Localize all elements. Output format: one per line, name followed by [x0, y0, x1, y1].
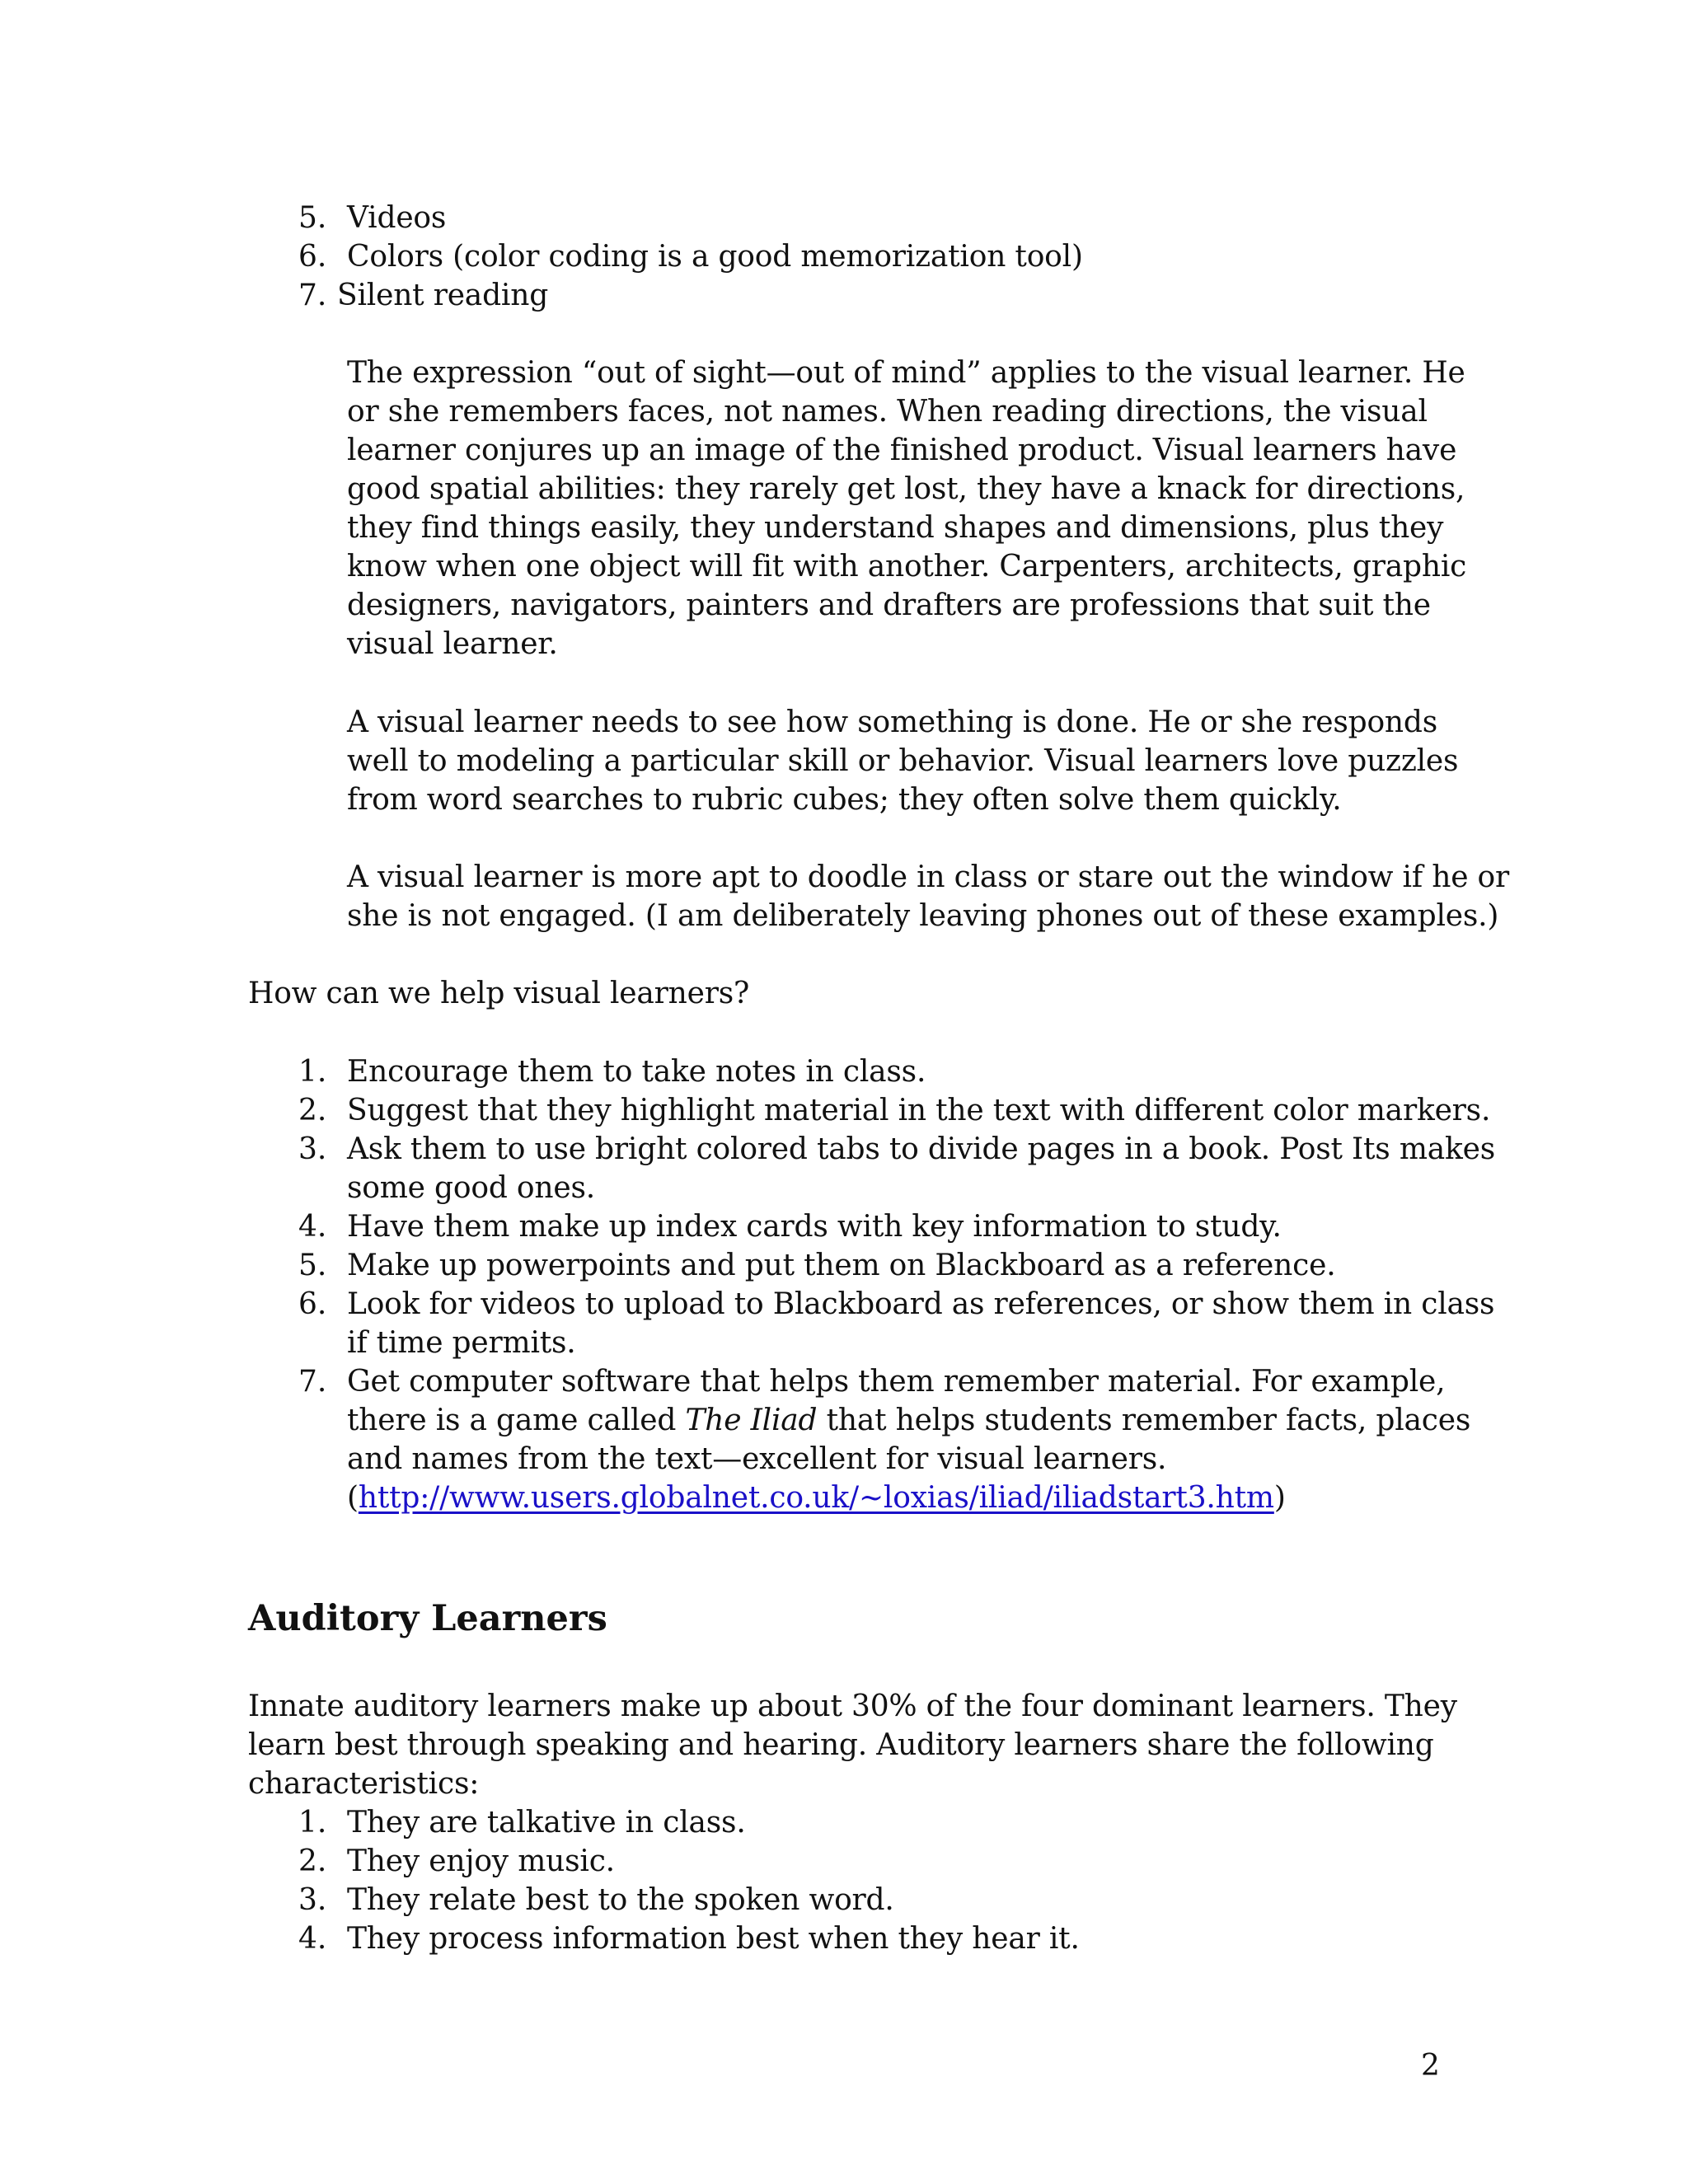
- list-item: Make up powerpoints and put them on Blackboard as a reference.: [347, 1249, 1336, 1282]
- list-item-continuation: if time permits.: [347, 1326, 576, 1360]
- iliad-link[interactable]: http://www.users.globalnet.co.uk/~loxias/iliad/iliadstart3.htm: [358, 1481, 1274, 1515]
- paragraph-line: The expression “out of sight—out of mind” applies to the visual learner. He: [347, 356, 1465, 390]
- paragraph-line: characteristics:: [248, 1767, 480, 1801]
- paragraph-line: learn best through speaking and hearing. Auditory learners share the following: [248, 1728, 1434, 1762]
- list-number: 5.: [298, 1249, 327, 1282]
- list-item: Ask them to use bright colored tabs to divide pages in a book. Post Its makes: [347, 1132, 1496, 1166]
- list-number: 6.: [298, 1287, 327, 1321]
- list-number: 5.: [298, 201, 327, 235]
- paragraph-line: A visual learner is more apt to doodle in class or stare out the window if he or: [347, 860, 1510, 894]
- list-item: Encourage them to take notes in class.: [347, 1055, 926, 1089]
- list-item: Get computer software that helps them remember material. For example,: [347, 1365, 1446, 1399]
- list-item: They enjoy music.: [347, 1844, 615, 1878]
- list-number: 7.: [298, 279, 327, 312]
- list-item: They relate best to the spoken word.: [347, 1883, 894, 1917]
- paragraph-line: Innate auditory learners make up about 30% of the four dominant learners. They: [248, 1690, 1457, 1723]
- help-question: How can we help visual learners?: [248, 977, 750, 1010]
- game-title: The Iliad: [685, 1404, 818, 1437]
- paren-close: ): [1273, 1481, 1286, 1515]
- paragraph-line: visual learner.: [347, 627, 558, 661]
- paragraph-line: A visual learner needs to see how something is done. He or she responds: [347, 705, 1438, 739]
- paren-open: (: [347, 1481, 359, 1515]
- paragraph-line: or she remembers faces, not names. When reading directions, the visual: [347, 395, 1428, 429]
- list-number: 7.: [298, 1365, 327, 1399]
- paragraph-line: well to modeling a particular skill or behavior. Visual learners love puzzles: [347, 744, 1459, 778]
- list-item: Videos: [347, 201, 447, 235]
- list-number: 3.: [298, 1883, 327, 1917]
- paragraph-line: know when one object will fit with another. Carpenters, architects, graphic: [347, 550, 1467, 583]
- list-number: 2.: [298, 1094, 327, 1127]
- list-number: 6.: [298, 240, 327, 274]
- list-item: Colors (color coding is a good memorization tool): [347, 240, 1083, 274]
- paragraph-line: designers, navigators, painters and drafters are professions that suit the: [347, 588, 1431, 622]
- paragraph-line: she is not engaged. (I am deliberately leaving phones out of these examples.): [347, 899, 1499, 933]
- paragraph-line: good spatial abilities: they rarely get lost, they have a knack for directions,: [347, 472, 1465, 506]
- paragraph-line: they find things easily, they understand shapes and dimensions, plus they: [347, 511, 1444, 545]
- section-heading: Auditory Learners: [248, 1598, 607, 1639]
- list-number: 4.: [298, 1922, 327, 1956]
- text-span: there is a game called: [347, 1404, 686, 1437]
- list-number: 3.: [298, 1132, 327, 1166]
- paragraph-line: from word searches to rubric cubes; they often solve them quickly.: [347, 783, 1342, 817]
- paragraph-line: learner conjures up an image of the finished product. Visual learners have: [347, 434, 1457, 467]
- list-number: 1.: [298, 1806, 327, 1840]
- list-item: Silent reading: [337, 279, 549, 312]
- page-number: 2: [1421, 2049, 1440, 2083]
- list-item: Suggest that they highlight material in the text with different color markers.: [347, 1094, 1491, 1127]
- list-item: Look for videos to upload to Blackboard as references, or show them in class: [347, 1287, 1495, 1321]
- link-line: [347, 1479, 1286, 1517]
- list-item: Have them make up index cards with key information to study.: [347, 1210, 1282, 1244]
- text-span: that helps students remember facts, places: [817, 1404, 1471, 1437]
- list-item-continuation: some good ones.: [347, 1171, 595, 1205]
- list-item: They process information best when they hear it.: [347, 1922, 1080, 1956]
- list-number: 4.: [298, 1210, 327, 1244]
- list-item: They are talkative in class.: [347, 1806, 746, 1840]
- list-number: 1.: [298, 1055, 327, 1089]
- list-item-continuation: [347, 1401, 1470, 1440]
- list-number: 2.: [298, 1844, 327, 1878]
- list-item-continuation: and names from the text—excellent for visual learners.: [347, 1442, 1167, 1476]
